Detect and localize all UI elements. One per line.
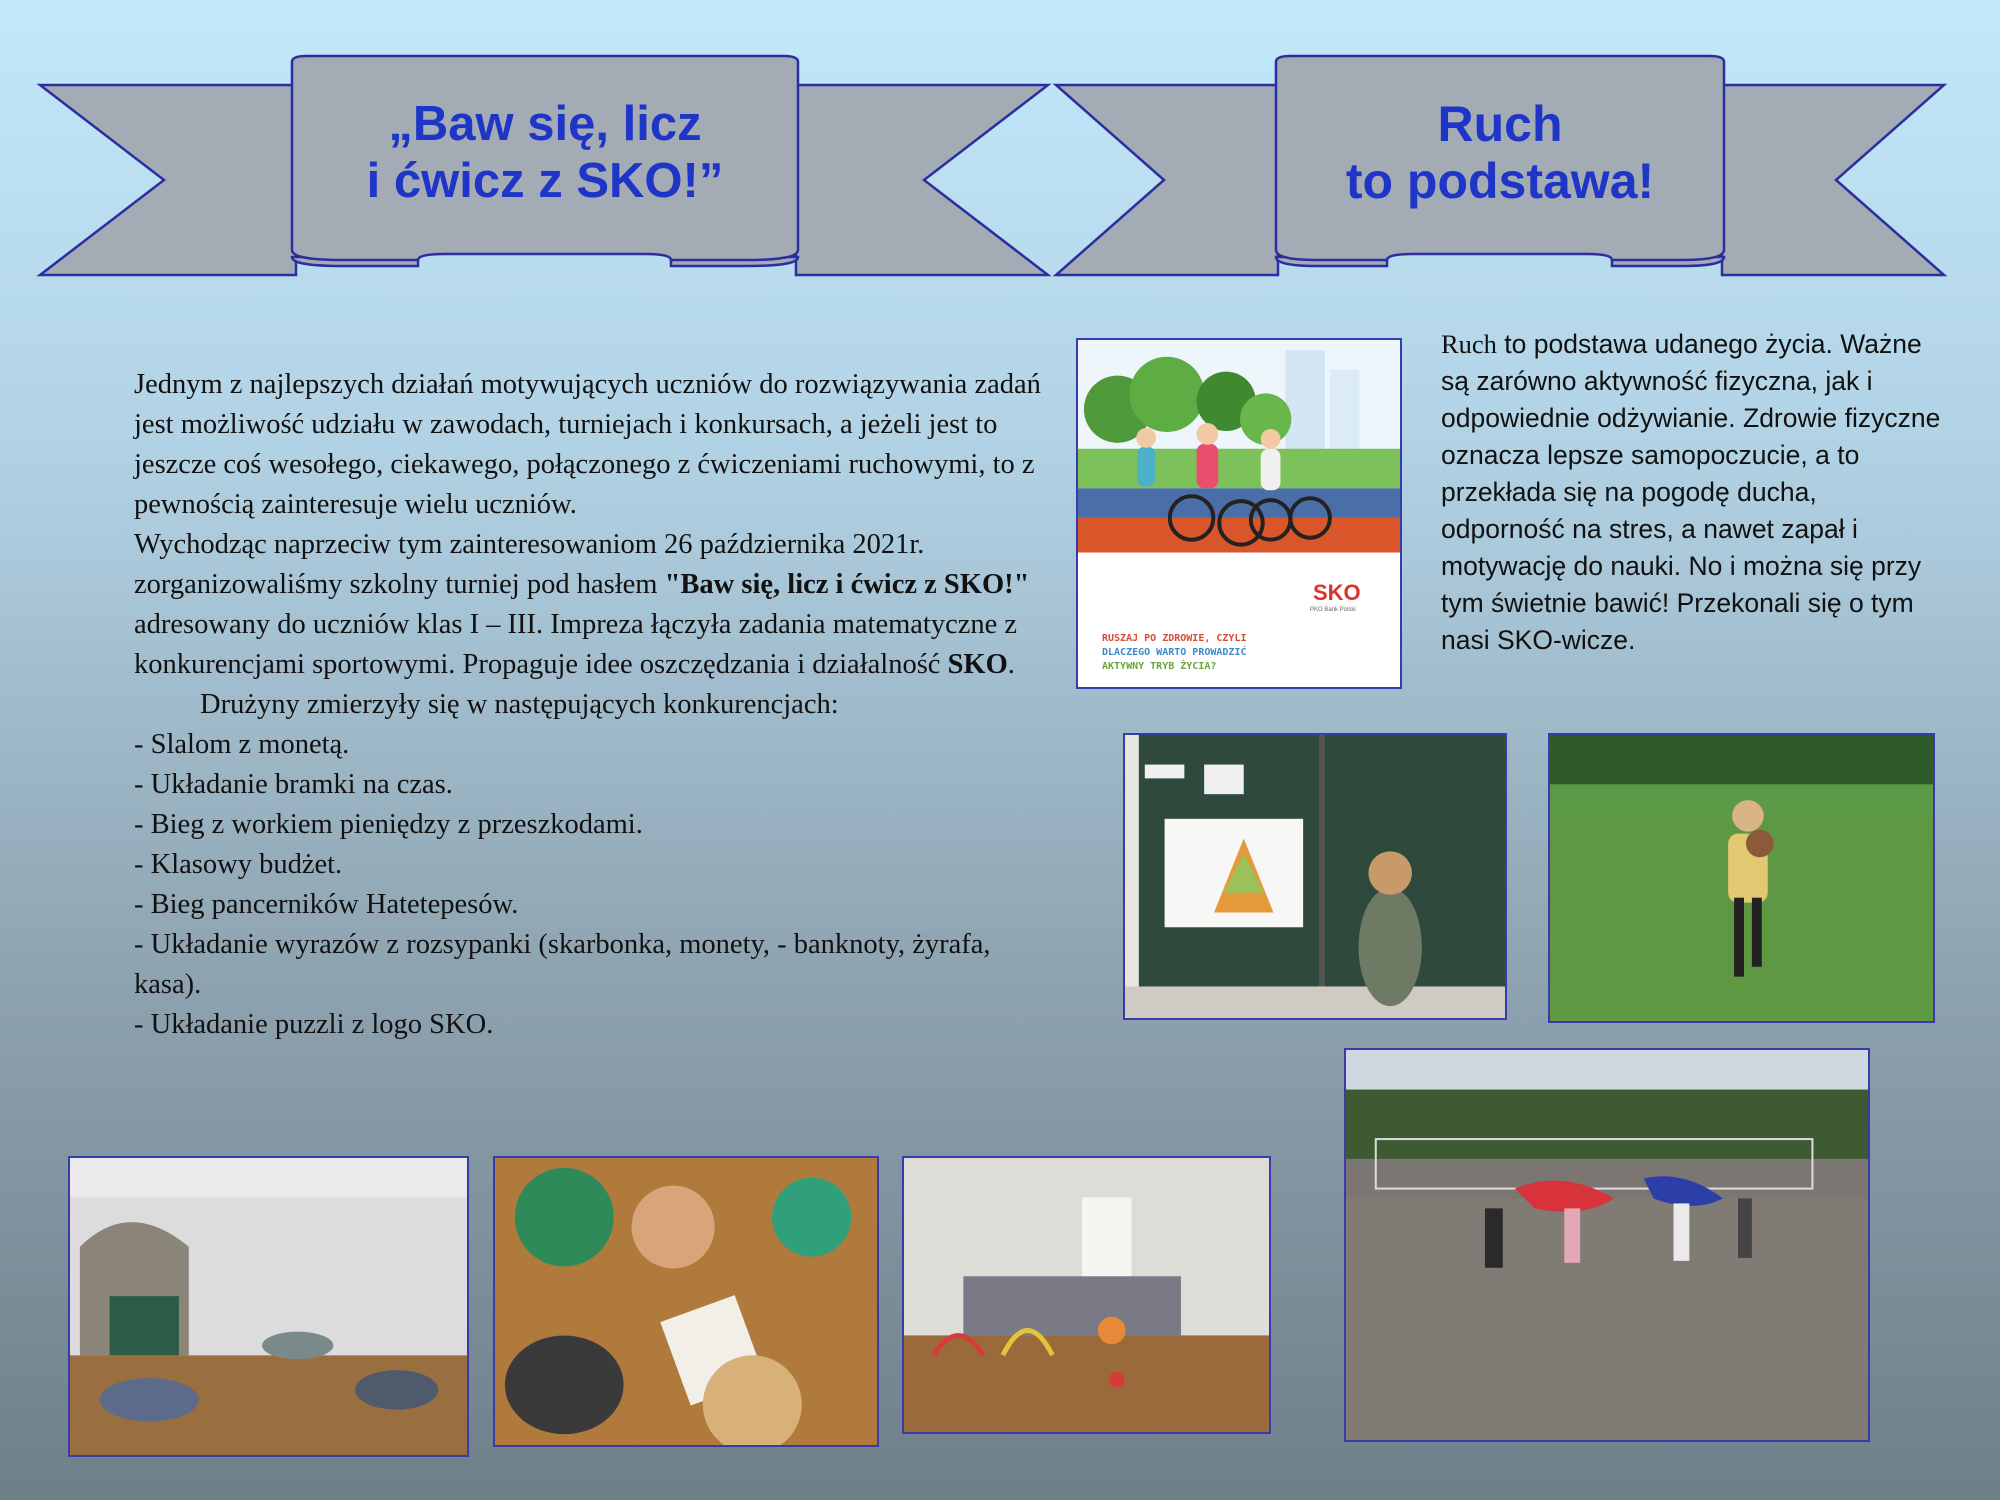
hoops-scene: [904, 1158, 1269, 1432]
list-item: - Klasowy budżet.: [134, 849, 343, 880]
photo-hall-hoops: [902, 1156, 1271, 1434]
banner-right-line1: Ruch: [1437, 96, 1563, 152]
puzzles-scene: [495, 1158, 877, 1445]
photo-blackboard: [1123, 733, 1507, 1020]
list-item: - Układanie puzzli z logo SKO.: [134, 1009, 494, 1040]
event-text-continued: adresowany do uczniów klas I – III. Impreza łączyła zadania matematyczne z konkurencjami sportowymi. Propaguje idee oszczędzania i działalność: [134, 609, 1018, 680]
side-text: [1441, 326, 1941, 659]
side-text-body: to podstawa udanego życia. Ważne są zarówno aktywność fizyczna, jak i odpowiednie odżywianie. Zdrowie fizyczne oznacza lepsze samopoczucie, a to przekłada się na pogodę ducha, odporność na stres, a nawet zapał i motywację do nauki. No i można się przy tym świetnie bawić! Przekonali się o tym nasi SKO-wicze.: [1441, 329, 1941, 655]
photo-puzzles: [493, 1156, 879, 1447]
poster-caption-line3: AKTYWNY TRYB ŻYCIA?: [1102, 661, 1217, 672]
poster-image: [1076, 338, 1402, 689]
poster-caption-line1: RUSZAJ PO ZDROWIE, CZYLI: [1102, 633, 1247, 644]
list-item: - Bieg pancerników Hatetepesów.: [134, 889, 519, 920]
bank-logo: PKO Bank Polski: [1310, 607, 1356, 613]
poster-caption-line2: DLACZEGO WARTO PROWADZIĆ: [1102, 647, 1247, 658]
event-text: Wychodząc naprzeciw tym zainteresowaniom 26 października 2021r. zorganizowaliśmy szkolny turniej pod hasłem: [134, 529, 925, 600]
sko-logo: SKO: [1313, 580, 1361, 605]
court-scene: [1346, 1050, 1868, 1440]
list-item: - Układanie bramki na czas.: [134, 769, 453, 800]
list-item: - Bieg z workiem pieniędzy z przeszkodami.: [134, 809, 643, 840]
list-item: - Slalom z monetą.: [134, 729, 350, 760]
banner-right-title: [1276, 96, 1724, 210]
side-text-lead: Ruch: [1441, 329, 1497, 359]
banner-right-line2: to podstawa!: [1345, 153, 1655, 209]
story-intro: Jednym z najlepszych działań motywujących uczniów do rozwiązywania zadań jest możliwość udziału w zawodach, turniejach i konkursach, a jeżeli jest to jeszcze coś wesołego, ciekawego, połączonego z ćwiczeniami ruchowymi, to z pewnością zainteresuje wielu uczniów.: [134, 369, 1041, 520]
list-item: - Układanie wyrazów z rozsypanki (skarbonka, monety, - banknoty, żyrafa, kasa).: [134, 929, 991, 1000]
event-end: .: [1007, 649, 1015, 680]
banner-right: [1052, 54, 1948, 284]
story-event: [134, 525, 1064, 685]
photo-field-run: [1548, 733, 1935, 1023]
banner-left-line1: „Baw się, licz: [388, 97, 702, 151]
poster-caption: [1102, 632, 1247, 674]
hall-scene: [70, 1158, 467, 1455]
field-scene: [1550, 735, 1933, 1021]
event-motto: "Baw się, licz i ćwicz z SKO!": [664, 569, 1030, 600]
photo-hall-sitting: [68, 1156, 469, 1457]
competitions-intro: Drużyny zmierzyły się w następujących konkurencjach:: [200, 689, 839, 720]
banner-left: [36, 54, 1052, 284]
sko-name: SKO: [947, 649, 1008, 680]
competitions-list: [134, 725, 1064, 1045]
banner-left-title: [292, 96, 798, 210]
blackboard-scene: [1125, 735, 1505, 1018]
banner-left-line2: i ćwicz z SKO!”: [366, 154, 724, 208]
photo-court-ribbons: [1344, 1048, 1870, 1442]
story-text: [134, 365, 1064, 1045]
